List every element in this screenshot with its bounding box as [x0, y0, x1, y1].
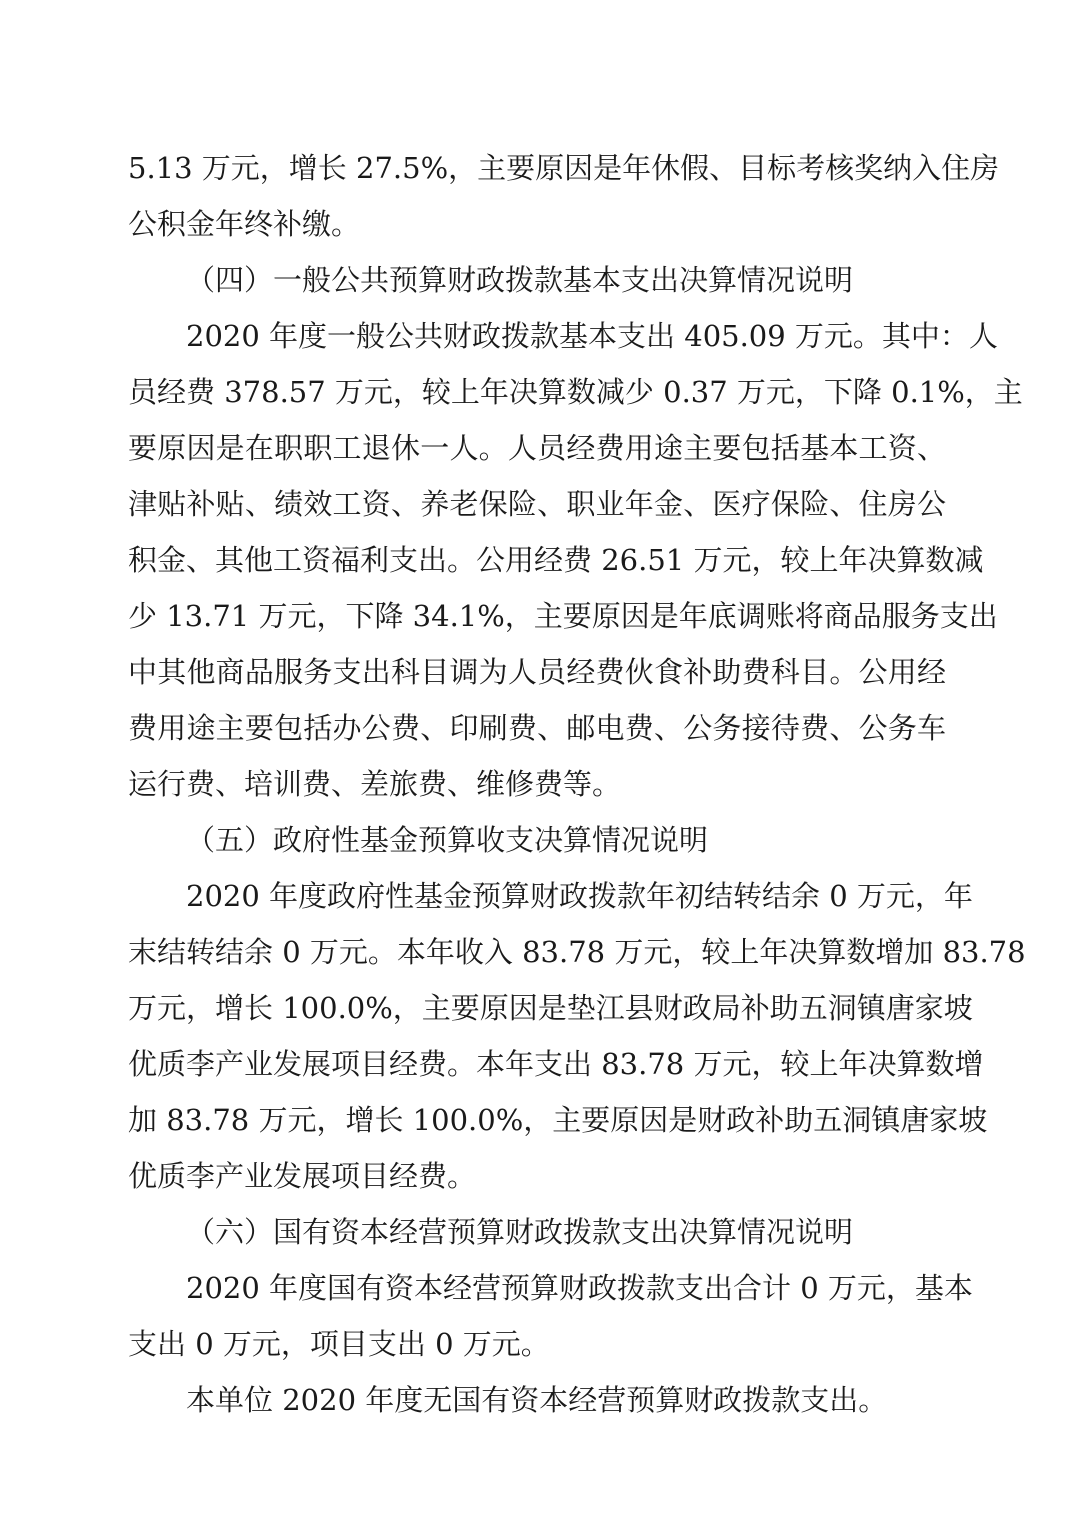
text-line: 本单位 2020 年度无国有资本经营预算财政拨款支出。 [186, 1383, 888, 1417]
text-line: 万元，增长 100.0%，主要原因是垫江县财政局补助五洞镇唐家坡 [128, 991, 973, 1025]
text-line: 加 83.78 万元，增长 100.0%，主要原因是财政补助五洞镇唐家坡 [128, 1103, 988, 1137]
section-heading: （五）政府性基金预算收支决算情况说明 [186, 823, 709, 857]
text-line: 中其他商品服务支出科目调为人员经费伙食补助费科目。公用经 [128, 655, 946, 689]
text-line: 支出 0 万元，项目支出 0 万元。 [128, 1327, 550, 1361]
text-line: 2020 年度政府性基金预算财政拨款年初结转结余 0 万元，年 [186, 879, 973, 913]
text-line: 少 13.71 万元，下降 34.1%，主要原因是年底调账将商品服务支出 [128, 599, 998, 633]
text-line: 津贴补贴、绩效工资、养老保险、职业年金、医疗保险、住房公 [128, 487, 946, 521]
text-line: 员经费 378.57 万元，较上年决算数减少 0.37 万元，下降 0.1%，主 [128, 375, 1023, 409]
text-line: 公积金年终补缴。 [128, 207, 361, 241]
text-line: 费用途主要包括办公费、印刷费、邮电费、公务接待费、公务车 [128, 711, 946, 745]
section-heading: （六）国有资本经营预算财政拨款支出决算情况说明 [186, 1215, 854, 1249]
text-line: 末结转结余 0 万元。本年收入 83.78 万元，较上年决算数增加 83.78 [128, 935, 1026, 969]
document-body [128, 140, 1026, 1428]
text-line: 2020 年度国有资本经营预算财政拨款支出合计 0 万元，基本 [186, 1271, 973, 1305]
text-line: 运行费、培训费、差旅费、维修费等。 [128, 767, 622, 801]
text-line: 5.13 万元，增长 27.5%，主要原因是年休假、目标考核奖纳入住房 [128, 151, 1000, 185]
section-heading: （四）一般公共预算财政拨款基本支出决算情况说明 [186, 263, 854, 297]
text-line: 积金、其他工资福利支出。公用经费 26.51 万元，较上年决算数减 [128, 543, 984, 577]
text-line: 2020 年度一般公共财政拨款基本支出 405.09 万元。其中：人 [186, 319, 998, 353]
text-line: 优质李产业发展项目经费。本年支出 83.78 万元，较上年决算数增 [128, 1047, 984, 1081]
text-line: 优质李产业发展项目经费。 [128, 1159, 477, 1193]
text-line: 要原因是在职职工退休一人。人员经费用途主要包括基本工资、 [128, 431, 946, 465]
